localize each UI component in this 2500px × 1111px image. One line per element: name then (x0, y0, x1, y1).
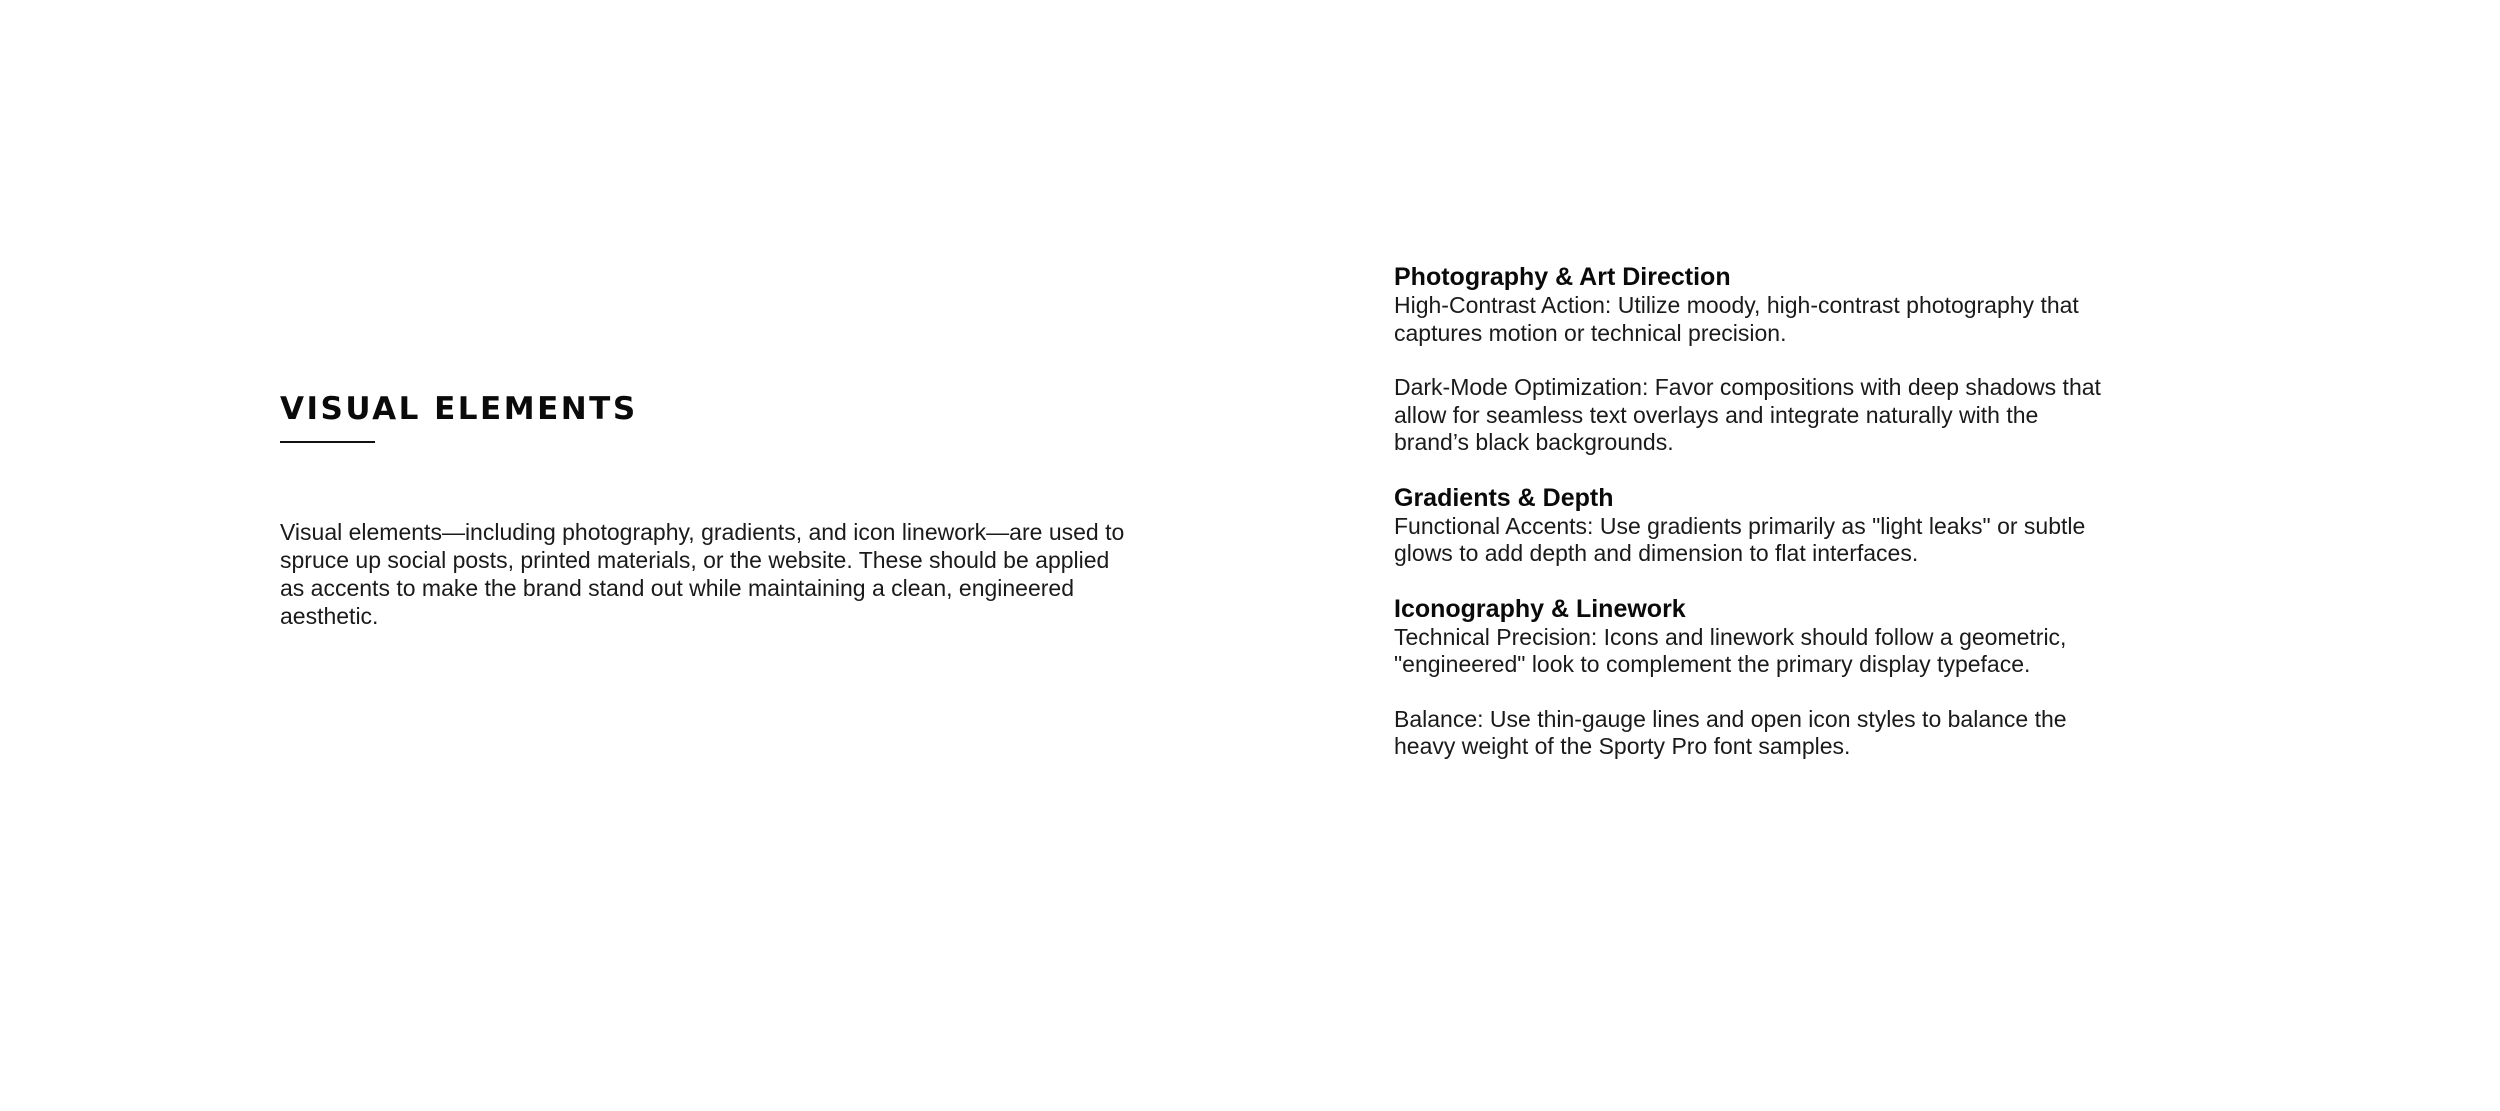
iconography-technical-precision-paragraph: Technical Precision: Icons and linework should follow a geometric, "engineered" look to complement the primary display typeface. (1394, 623, 2067, 677)
photography-heading: Photography & Art Direction (1394, 263, 1731, 291)
iconography-section (1394, 594, 2114, 761)
photography-section (1394, 262, 2114, 457)
iconography-balance-paragraph: Balance: Use thin-gauge lines and open icon styles to balance the heavy weight of the Sporty Pro font samples. (1394, 705, 2067, 759)
visual-elements-intro-column (280, 391, 1140, 653)
guidelines-column (1394, 262, 2114, 761)
gradients-functional-accents-paragraph: Functional Accents: Use gradients primarily as "light leaks" or subtle glows to add depth and dimension to flat interfaces. (1394, 512, 2086, 566)
intro-paragraph: Visual elements—including photography, gradients, and icon linework—are used to spruce up social posts, printed materials, or the website. These should be applied as accents to make the brand stand out while maintaining a clean, engineered aesthetic. (280, 519, 1125, 629)
section-title: VISUAL ELEMENTS (280, 391, 638, 427)
iconography-heading: Iconography & Linework (1394, 594, 1686, 623)
photography-dark-mode-paragraph: Dark-Mode Optimization: Favor compositions with deep shadows that allow for seamless text overlays and integrate naturally with the brand’s black backgrounds. (1394, 374, 2101, 455)
gradients-heading: Gradients & Depth (1394, 483, 1614, 512)
gradients-section (1394, 483, 2114, 568)
title-underline (280, 441, 375, 443)
photography-high-contrast-paragraph: High-Contrast Action: Utilize moody, high-contrast photography that captures motion or technical precision. (1394, 292, 2079, 346)
